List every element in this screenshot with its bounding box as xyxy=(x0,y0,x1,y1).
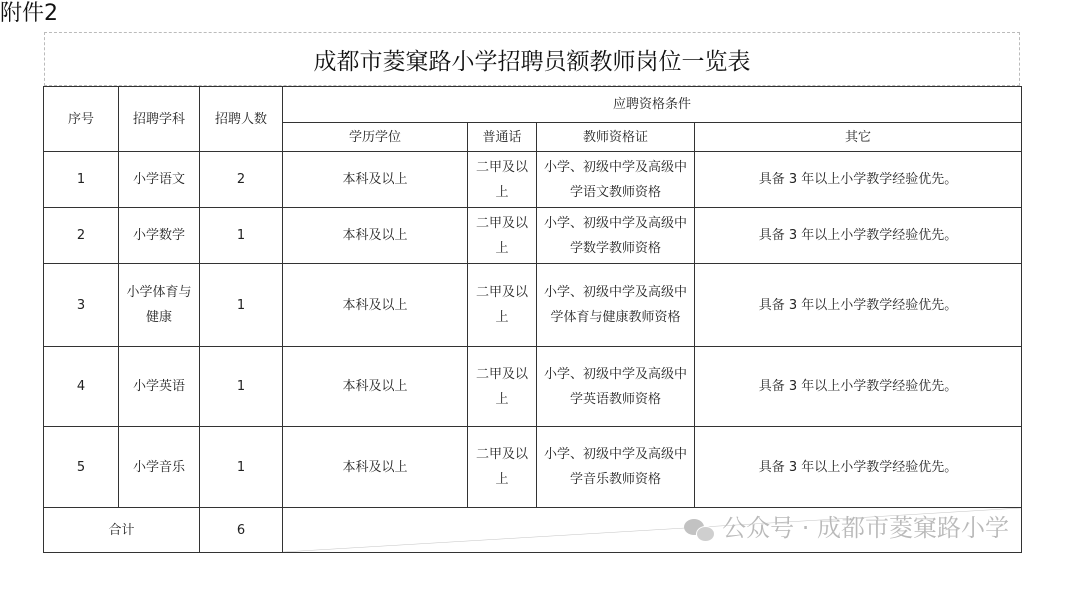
table-title: 成都市菱窠路小学招聘员额教师岗位一览表 xyxy=(313,49,751,75)
cell-mandarin: 二甲及以上 xyxy=(468,427,537,508)
table-row xyxy=(44,264,1022,347)
cell-other: 具备 3 年以上小学教学经验优先。 xyxy=(695,152,1022,208)
header-degree: 学历学位 xyxy=(283,123,468,152)
cell-certificate: 小学、初级中学及高级中学音乐教师资格 xyxy=(537,427,695,508)
cell-degree: 本科及以上 xyxy=(283,427,468,508)
cell-subject: 小学数学 xyxy=(119,208,200,264)
cell-other: 具备 3 年以上小学教学经验优先。 xyxy=(695,347,1022,427)
cell-degree: 本科及以上 xyxy=(283,152,468,208)
cell-count: 1 xyxy=(200,208,283,264)
cell-degree: 本科及以上 xyxy=(283,347,468,427)
cell-subject: 小学体育与健康 xyxy=(119,264,200,347)
header-row xyxy=(44,87,1022,123)
total-row xyxy=(44,508,1022,553)
cell-subject: 小学英语 xyxy=(119,347,200,427)
table-row xyxy=(44,152,1022,208)
cell-count: 2 xyxy=(200,152,283,208)
cell-degree: 本科及以上 xyxy=(283,264,468,347)
cell-subject: 小学音乐 xyxy=(119,427,200,508)
cell-certificate: 小学、初级中学及高级中学英语教师资格 xyxy=(537,347,695,427)
header-count: 招聘人数 xyxy=(200,87,283,152)
watermark-text: 公众号 · 成都市菱窠路小学 xyxy=(722,514,1010,542)
wechat-icon xyxy=(684,517,714,541)
table-row xyxy=(44,427,1022,508)
header-seq: 序号 xyxy=(44,87,119,152)
cell-count: 1 xyxy=(200,427,283,508)
cell-degree: 本科及以上 xyxy=(283,208,468,264)
cell-mandarin: 二甲及以上 xyxy=(468,347,537,427)
cell-certificate: 小学、初级中学及高级中学语文教师资格 xyxy=(537,152,695,208)
cell-seq: 3 xyxy=(44,264,119,347)
cell-seq: 2 xyxy=(44,208,119,264)
header-certificate: 教师资格证 xyxy=(537,123,695,152)
attachment-label: 附件2 xyxy=(0,1,58,26)
table-row xyxy=(44,208,1022,264)
header-mandarin: 普通话 xyxy=(468,123,537,152)
total-count: 6 xyxy=(200,508,283,553)
title-box xyxy=(44,32,1020,86)
cell-seq: 5 xyxy=(44,427,119,508)
header-qualification: 应聘资格条件 xyxy=(283,87,1022,123)
recruitment-table xyxy=(43,86,1022,553)
cell-mandarin: 二甲及以上 xyxy=(468,208,537,264)
table-row xyxy=(44,347,1022,427)
cell-other: 具备 3 年以上小学教学经验优先。 xyxy=(695,208,1022,264)
cell-seq: 4 xyxy=(44,347,119,427)
cell-count: 1 xyxy=(200,347,283,427)
cell-other: 具备 3 年以上小学教学经验优先。 xyxy=(695,427,1022,508)
cell-seq: 1 xyxy=(44,152,119,208)
header-other: 其它 xyxy=(695,123,1022,152)
cell-count: 1 xyxy=(200,264,283,347)
total-label: 合计 xyxy=(44,508,200,553)
watermark xyxy=(684,516,1009,541)
cell-mandarin: 二甲及以上 xyxy=(468,264,537,347)
total-empty-cell xyxy=(283,508,1022,553)
header-subject: 招聘学科 xyxy=(119,87,200,152)
cell-certificate: 小学、初级中学及高级中学体育与健康教师资格 xyxy=(537,264,695,347)
cell-other: 具备 3 年以上小学教学经验优先。 xyxy=(695,264,1022,347)
cell-certificate: 小学、初级中学及高级中学数学教师资格 xyxy=(537,208,695,264)
cell-mandarin: 二甲及以上 xyxy=(468,152,537,208)
cell-subject: 小学语文 xyxy=(119,152,200,208)
